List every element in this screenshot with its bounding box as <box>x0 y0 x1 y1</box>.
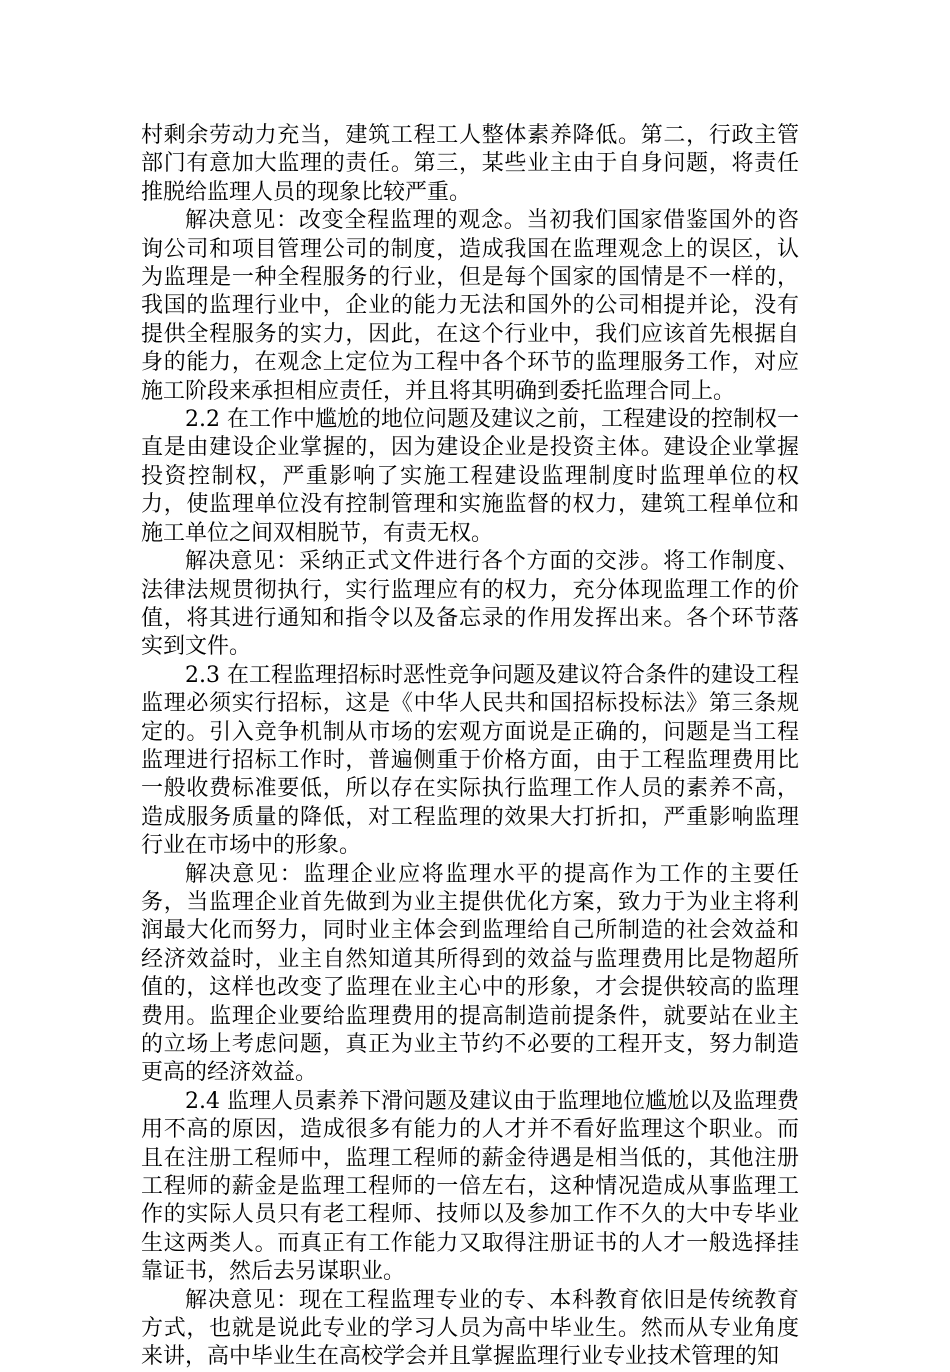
paragraph-continuation: 村剩余劳动力充当，建筑工程工人整体素养降低。第二，行政主管部门有意加大监理的责任。第三，某些业主由于自身问题，将责任推脱给监理人员的现象比较严重。 <box>141 123 799 205</box>
paragraph-solution-3: 解决意见：监理企业应将监理水平的提高作为工作的主要任务，当监理企业首先做到为业主提供优化方案，致力于为业主将利润最大化而努力，同时业主体会到监理给自己所制造的社会效益和经济效益时，业主自然知道其所得到的效益与监理费用比是物超所值的，这样也改变了监理在业主心中的形象，才会提供较高的监理费用。监理企业要给监理费用的提高制造前提条件，就要站在业主的立场上考虑问题，真正为业主节约不必要的工程开支，努力制造更高的经济效益。 <box>141 861 799 1086</box>
paragraph-section-2-3: 2.3 在工程监理招标时恶性竞争问题及建议符合条件的建设工程监理必须实行招标，这是《中华人民共和国招标投标法》第三条规定的。引入竞争机制从市场的宏观方面说是正确的，问题是当工程监理进行招标工作时，普遍侧重于价格方面，由于工程监理费用比一般收费标准要低，所以存在实际执行监理工作人员的素养不高，造成服务质量的降低，对工程监理的效果大打折扣，严重影响监理行业在市场中的形象。 <box>141 662 799 859</box>
paragraph-solution-1: 解决意见：改变全程监理的观念。当初我们国家借鉴国外的咨询公司和项目管理公司的制度，造成我国在监理观念上的误区，认为监理是一种全程服务的行业，但是每个国家的国情是不一样的，我国的监理行业中，企业的能力无法和国外的公司相提并论，没有提供全程服务的实力，因此，在这个行业中，我们应该首先根据自身的能力，在观念上定位为工程中各个环节的监理服务工作，对应施工阶段来承担相应责任，并且将其明确到委托监理合同上。 <box>141 208 799 404</box>
paragraph-section-2-2: 2.2 在工作中尴尬的地位问题及建议之前，工程建设的控制权一直是由建设企业掌握的，因为建设企业是投资主体。建设企业掌握投资控制权，严重影响了实施工程建设监理制度时监理单位的权力，使监理单位没有控制管理和实施监督的权力，建筑工程单位和施工单位之间双相脱节，有责无权。 <box>141 407 799 546</box>
paragraph-solution-4: 解决意见：现在工程监理专业的专、本科教育依旧是传统教育方式，也就是说此专业的学习人员为高中毕业生。然而从专业角度来讲，高中毕业生在高校学会并且掌握监理行业专业技术管理的知 <box>141 1287 799 1370</box>
paragraph-section-2-4: 2.4 监理人员素养下滑问题及建议由于监理地位尴尬以及监理费用不高的原因，造成很多有能力的人才并不看好监理这个职业。而且在注册工程师中，监理工程师的薪金待遇是相当低的，其他注册工程师的薪金是监理工程师的一倍左右，这种情况造成从事监理工作的实际人员只有老工程师、技师以及参加工作不久的大中专毕业生这两类人。而真正有工作能力又取得注册证书的人才一般选择挂靠证书，然后去另谋职业。 <box>141 1088 799 1285</box>
document-page <box>141 122 799 1372</box>
paragraph-solution-2: 解决意见：采纳正式文件进行各个方面的交涉。将工作制度、法律法规贯彻执行，实行监理应有的权力，充分体现监理工作的价值，将其进行通知和指令以及备忘录的作用发挥出来。各个环节落实到文件。 <box>141 549 799 660</box>
